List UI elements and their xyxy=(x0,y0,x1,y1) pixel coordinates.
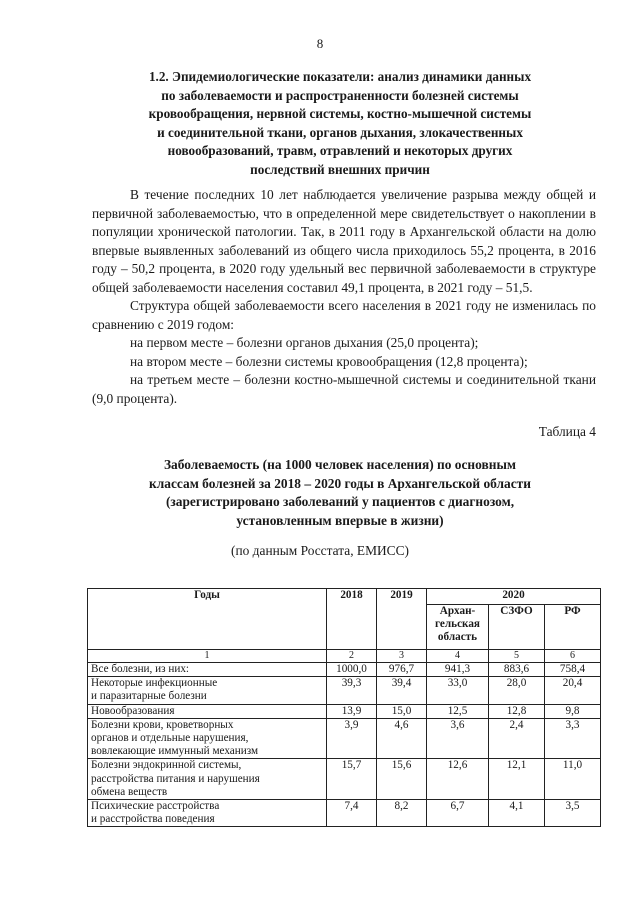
row-name: Болезни крови, кроветворных органов и отдельные нарушения, вовлекающие иммунный механизм xyxy=(88,718,327,759)
table-row xyxy=(88,800,601,827)
paragraph-1: В течение последних 10 лет наблюдается увеличение разрыва между общей и первичной заболеваемостью, что в определенной мере свидетельствует о накоплении в популяции хронической патологии. Так, в 2011 году в Архангельской области на долю впервые выявленных заболеваний из общего числа приходилось 55,2 процента, в 2016 году – 50,2 процента, в 2020 году удельный вес первичной заболеваемости в структуре общей заболеваемости населения составил 49,1 процента, в 2021 году – 51,5. xyxy=(92,187,596,295)
cell-rf: 11,0 xyxy=(545,759,601,800)
table-title-line: (зарегистрировано заболеваний у пациентов с диагнозом, xyxy=(165,494,515,509)
cell-2019: 15,6 xyxy=(377,759,427,800)
section-title xyxy=(110,68,570,179)
cell-region: 12,5 xyxy=(427,704,489,718)
cell-rf: 20,4 xyxy=(545,677,601,704)
cell-2019: 15,0 xyxy=(377,704,427,718)
cell-szfo: 12,8 xyxy=(489,704,545,718)
cell-2019: 4,6 xyxy=(377,718,427,759)
header-region: Архан- гельская область xyxy=(427,604,489,649)
column-number: 2 xyxy=(327,650,377,663)
cell-szfo: 883,6 xyxy=(489,663,545,677)
row-name: Все болезни, из них: xyxy=(88,663,327,677)
section-title-line: новообразований, травм, отравлений и некоторых других xyxy=(167,143,513,158)
list-item-2: на втором месте – болезни системы кровообращения (12,8 процента); xyxy=(130,353,528,369)
body-text xyxy=(92,186,596,408)
list-item-1: на первом месте – болезни органов дыхания (25,0 процента); xyxy=(130,335,479,350)
header-row-1 xyxy=(88,589,601,605)
cell-rf: 3,5 xyxy=(545,800,601,827)
cell-rf: 758,4 xyxy=(545,663,601,677)
header-2018: 2018 xyxy=(327,589,377,650)
table-source: (по данным Росстата, ЕМИСС) xyxy=(231,543,409,558)
column-number: 6 xyxy=(545,650,601,663)
header-years: Годы xyxy=(88,589,327,650)
cell-rf: 3,3 xyxy=(545,718,601,759)
table-title-line: установленным впервые в жизни) xyxy=(236,512,444,528)
cell-2018: 15,7 xyxy=(327,759,377,800)
table-row xyxy=(88,759,601,800)
cell-szfo: 2,4 xyxy=(489,718,545,759)
morbidity-table xyxy=(87,588,601,827)
cell-rf: 9,8 xyxy=(545,704,601,718)
column-number-row xyxy=(88,650,601,663)
cell-2018: 7,4 xyxy=(327,800,377,827)
table-row xyxy=(88,704,601,718)
list-item-3: на третьем месте – болезни костно-мышечной системы и соединительной ткани (9,0 процента). xyxy=(92,372,596,406)
cell-2018: 39,3 xyxy=(327,677,377,704)
section-title-line: и соединительной ткани, органов дыхания, злокачественных xyxy=(157,124,523,140)
column-number: 3 xyxy=(377,650,427,663)
cell-2019: 976,7 xyxy=(377,663,427,677)
row-name: Болезни эндокринной системы, расстройства питания и нарушения обмена веществ xyxy=(88,759,327,800)
header-rf: РФ xyxy=(545,604,601,649)
table-caption: Таблица 4 xyxy=(538,424,596,439)
section-title-line: 1.2. Эпидемиологические показатели: анализ динамики данных xyxy=(148,69,532,84)
table-row xyxy=(88,677,601,704)
column-number: 1 xyxy=(88,650,327,663)
header-2020: 2020 xyxy=(427,589,601,605)
row-name: Новообразования xyxy=(88,704,327,718)
paragraph-2: Структура общей заболеваемости всего населения в 2021 году не изменилась по сравнению с 2019 годом: xyxy=(92,298,596,332)
cell-szfo: 12,1 xyxy=(489,759,545,800)
cell-region: 3,6 xyxy=(427,718,489,759)
cell-szfo: 28,0 xyxy=(489,677,545,704)
cell-2018: 3,9 xyxy=(327,718,377,759)
cell-region: 941,3 xyxy=(427,663,489,677)
cell-region: 6,7 xyxy=(427,800,489,827)
section-title-line: последствий внешних причин xyxy=(250,161,430,177)
section-title-line: по заболеваемости и распространенности болезней системы xyxy=(161,87,519,103)
cell-2018: 13,9 xyxy=(327,704,377,718)
column-number: 5 xyxy=(489,650,545,663)
page-number: 8 xyxy=(316,36,324,51)
table-title xyxy=(120,456,560,530)
row-name: Психические расстройства и расстройства поведения xyxy=(88,800,327,827)
cell-2018: 1000,0 xyxy=(327,663,377,677)
cell-region: 12,6 xyxy=(427,759,489,800)
table-row xyxy=(88,663,601,677)
row-name: Некоторые инфекционные и паразитарные болезни xyxy=(88,677,327,704)
section-title-line: кровообращения, нервной системы, костно-мышечной системы xyxy=(148,106,532,121)
column-number: 4 xyxy=(427,650,489,663)
cell-2019: 39,4 xyxy=(377,677,427,704)
table-row xyxy=(88,718,601,759)
table-title-line: Заболеваемость (на 1000 человек населения) по основным xyxy=(163,457,517,472)
header-2019: 2019 xyxy=(377,589,427,650)
cell-szfo: 4,1 xyxy=(489,800,545,827)
table-title-line: классам болезней за 2018 – 2020 годы в Архангельской области xyxy=(149,475,531,491)
header-szfo: СЗФО xyxy=(489,604,545,649)
cell-2019: 8,2 xyxy=(377,800,427,827)
cell-region: 33,0 xyxy=(427,677,489,704)
